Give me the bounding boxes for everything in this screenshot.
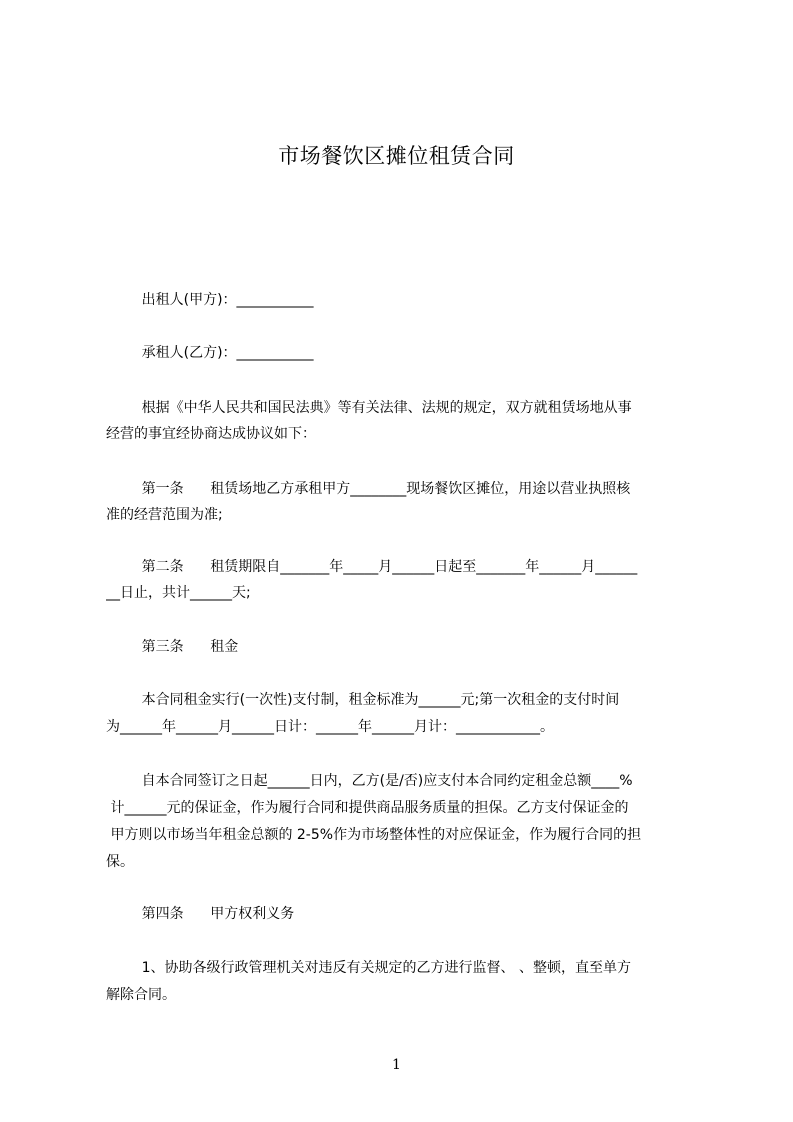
lessor-line: 出租人(甲方)：___________: [106, 292, 314, 308]
deposit-paragraph-line-4: 保。: [106, 854, 134, 870]
document-title: 市场餐饮区摊位租赁合同: [278, 144, 515, 168]
article-1-line-1: 第一条 租赁场地乙方承租甲方________现场餐饮区摊位，用途以营业执照核: [106, 481, 631, 497]
rent-paragraph-line-1: 本合同租金实行(一次性)支付制，租金标准为______元;第一次租金的支付时间: [106, 692, 620, 708]
article-2-line-2: __日止，共计______天;: [106, 585, 251, 601]
page-number: 1: [392, 1057, 401, 1073]
preamble-line-2: 经营的事宜经协商达成协议如下：: [106, 426, 316, 442]
article-1-line-2: 准的经营范围为准;: [106, 507, 223, 523]
clause-1-line-2: 解除合同。: [106, 987, 176, 1003]
lessee-line: 承租人(乙方)：___________: [106, 345, 314, 361]
deposit-paragraph-line-1: 自本合同签订之日起______日内，乙方(是/否)应支付本合同约定租金总额____%: [106, 773, 633, 789]
article-4-heading: 第四条 甲方权利义务: [106, 906, 295, 922]
deposit-paragraph-line-2: 计______元的保证金，作为履行合同和提供商品服务质量的担保。乙方支付保证金的: [106, 800, 629, 816]
deposit-paragraph-line-3: 甲方则以市场当年租金总额的 2-5%作为市场整体性的对应保证金，作为履行合同的担: [106, 827, 642, 843]
article-3-heading: 第三条 租金: [106, 639, 239, 655]
rent-paragraph-line-2: 为______年______月______日计：______年______月计：____________。: [106, 719, 554, 735]
clause-1-line-1: 1、协助各级行政管理机关对违反有关规定的乙方进行监督、 、整顿，直至单方: [106, 960, 631, 976]
article-2-line-1: 第二条 租赁期限自_______年_____月______日起至_______年______月______: [106, 559, 638, 575]
preamble-line-1: 根据《中华人民共和国民法典》等有关法律、法规的规定，双方就租赁场地从事: [106, 400, 632, 416]
